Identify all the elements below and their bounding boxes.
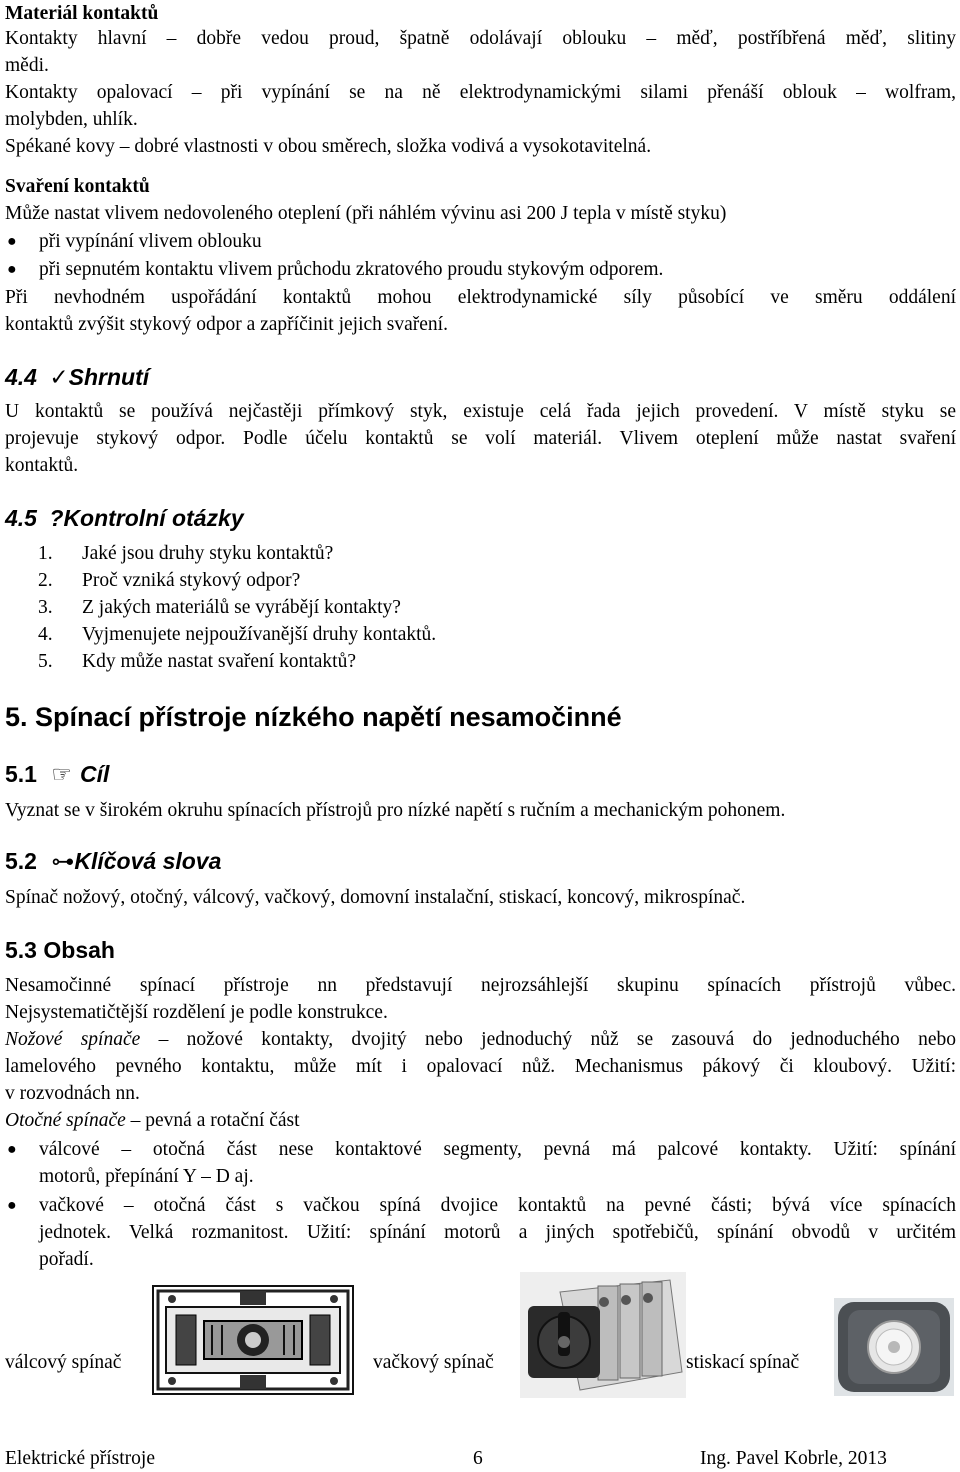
paragraph-line (5, 1107, 300, 1134)
heading-number: 4.4 (5, 364, 37, 390)
paragraph-line: Spínač nožový, otočný, válcový, vačkový, domovní instalační, stiskací, koncový, mikrospínač. (5, 887, 746, 908)
list-item (5, 567, 300, 594)
list-item-continued: pořadí. (39, 1249, 94, 1270)
paragraph-line (5, 1026, 956, 1053)
paragraph-line: Nejsystematičtější rozdělení je podle konstrukce. (5, 1002, 388, 1023)
paragraph-line: kontaktů. (5, 455, 79, 476)
cam-switch-image (520, 1272, 686, 1398)
heading-title: Obsah (43, 937, 115, 963)
list-item (5, 648, 356, 675)
list-text: Kdy může nastat svaření kontaktů? (82, 651, 356, 672)
list-text: Jaké jsou druhy styku kontaktů? (82, 543, 334, 564)
cylinder-switch-image (152, 1285, 354, 1395)
paragraph-line: lamelového pevného kontaktu, může mít i opalovací nůž. Mechanismus pákový či kloubový. Užití: (5, 1056, 956, 1077)
pointing-hand-icon: ☞ (51, 761, 72, 787)
list-text: Proč vzniká stykový odpor? (82, 570, 301, 591)
heading-number: 5.3 (5, 937, 37, 963)
paragraph-line: Nesamočinné spínací přístroje nn představují nejrozsáhlejší skupinu spínacích přístrojů vůbec. (5, 975, 956, 996)
heading-number: 5.1 (5, 761, 37, 787)
heading-title: Klíčová slova (74, 848, 222, 874)
bullet-icon: ● (7, 261, 17, 278)
paragraph-line: mědi. (5, 55, 49, 76)
heading-goal (5, 759, 109, 789)
paragraph-line: Může nastat vlivem nedovoleného oteplení (při náhlém vývinu asi 200 J tepla v místě styku) (5, 203, 727, 224)
list-number: 3. (38, 597, 53, 618)
heading-keywords (5, 846, 221, 876)
paragraph-line: v rozvodnách nn. (5, 1083, 140, 1104)
checkmark-icon: ✓ (49, 364, 69, 390)
list-number: 5. (38, 651, 53, 672)
figure-caption: vačkový spínač (373, 1352, 494, 1373)
list-item-continued: jednotek. Velká rozmanitost. Užití: spínání motorů a jiných spotřebičů, spínání obvodů v určitém (39, 1222, 956, 1243)
list-item: při vypínání vlivem oblouku (39, 231, 262, 252)
bullet-icon: ● (7, 1197, 17, 1214)
footer-title: Elektrické přístroje (5, 1448, 155, 1469)
paragraph-line: Kontakty opalovací – při vypínání se na ně elektrodynamickými silami přenáší oblouk – wolfram, (5, 82, 956, 103)
list-number: 2. (38, 570, 53, 591)
list-item: při sepnutém kontaktu vlivem průchodu zkratového proudu stykovým odporem. (39, 259, 664, 280)
page-number: 6 (473, 1448, 483, 1469)
heading-questions (5, 503, 244, 533)
question-mark-icon: ? (49, 505, 64, 531)
heading-number: 4.5 (5, 505, 37, 531)
bullet-icon: ● (7, 233, 17, 250)
paragraph-line: molybden, uhlík. (5, 109, 138, 130)
list-item (5, 621, 436, 648)
figure-caption: stiskací spínač (686, 1352, 800, 1373)
term: Otočné spínače (5, 1110, 126, 1131)
heading-title: Shrnutí (68, 364, 150, 390)
list-item (5, 540, 333, 567)
paragraph-line: U kontaktů se používá nejčastěji přímkový styk, existuje celá řada jejich provedení. V místě styku se (5, 401, 956, 422)
paragraph-line: kontaktů zvýšit stykový odpor a zapříčinit jejich svaření. (5, 314, 448, 335)
heading-number: 5.2 (5, 848, 37, 874)
list-item (5, 594, 401, 621)
paragraph-line: Kontakty hlavní – dobře vedou proud, špatně odolávají oblouku – měď, postříbřená měď, slitiny (5, 28, 956, 49)
list-item: vačkové – otočná část s vačkou spíná dvojice kontaktů na pevné části; bývá více spínacích (39, 1195, 956, 1216)
list-item: válcové – otočná část nese kontaktové segmenty, pevná má palcové kontakty. Užití: spínání (39, 1139, 956, 1160)
heading-title: Kontrolní otázky (63, 505, 244, 531)
paragraph-line: Spékané kovy – dobré vlastnosti v obou směrech, složka vodivá a vysokotavitelná. (5, 136, 652, 157)
heading-title: Cíl (80, 761, 110, 787)
section-heading-material: Materiál kontaktů (5, 3, 159, 24)
list-number: 1. (38, 543, 53, 564)
heading-summary (5, 362, 149, 392)
term-description: – pevná a rotační část (125, 1110, 300, 1131)
footer-author: Ing. Pavel Kobrle, 2013 (700, 1448, 887, 1469)
figure-caption: válcový spínač (5, 1352, 122, 1373)
key-icon: ⊶ (51, 848, 75, 874)
paragraph-line: projevuje stykový odpor. Podle účelu kontaktů se volí materiál. Vlivem oteplení může nastat svaření (5, 428, 956, 449)
section-heading-weld: Svaření kontaktů (5, 176, 150, 197)
list-text: Z jakých materiálů se vyrábějí kontakty? (82, 597, 401, 618)
heading-content (5, 935, 115, 965)
paragraph-line: Při nevhodném uspořádání kontaktů mohou elektrodynamické síly působící ve směru oddálení (5, 287, 956, 308)
list-number: 4. (38, 624, 53, 645)
bullet-icon: ● (7, 1141, 17, 1158)
list-text: Vyjmenujete nejpoužívanější druhy kontaktů. (82, 624, 437, 645)
push-switch-image (834, 1298, 954, 1396)
term: Nožové spínače (5, 1029, 141, 1050)
list-item-continued: motorů, přepínání Y – D aj. (39, 1166, 254, 1187)
term-description: – nožové kontakty, dvojitý nebo jednoduchý nůž se zasouvá do jednoduchého nebo (140, 1029, 956, 1050)
chapter-title: 5. Spínací přístroje nízkého napětí nesamočinné (5, 702, 622, 732)
paragraph-line: Vyznat se v širokém okruhu spínacích přístrojů pro nízké napětí s ručním a mechanickým pohonem. (5, 800, 786, 821)
